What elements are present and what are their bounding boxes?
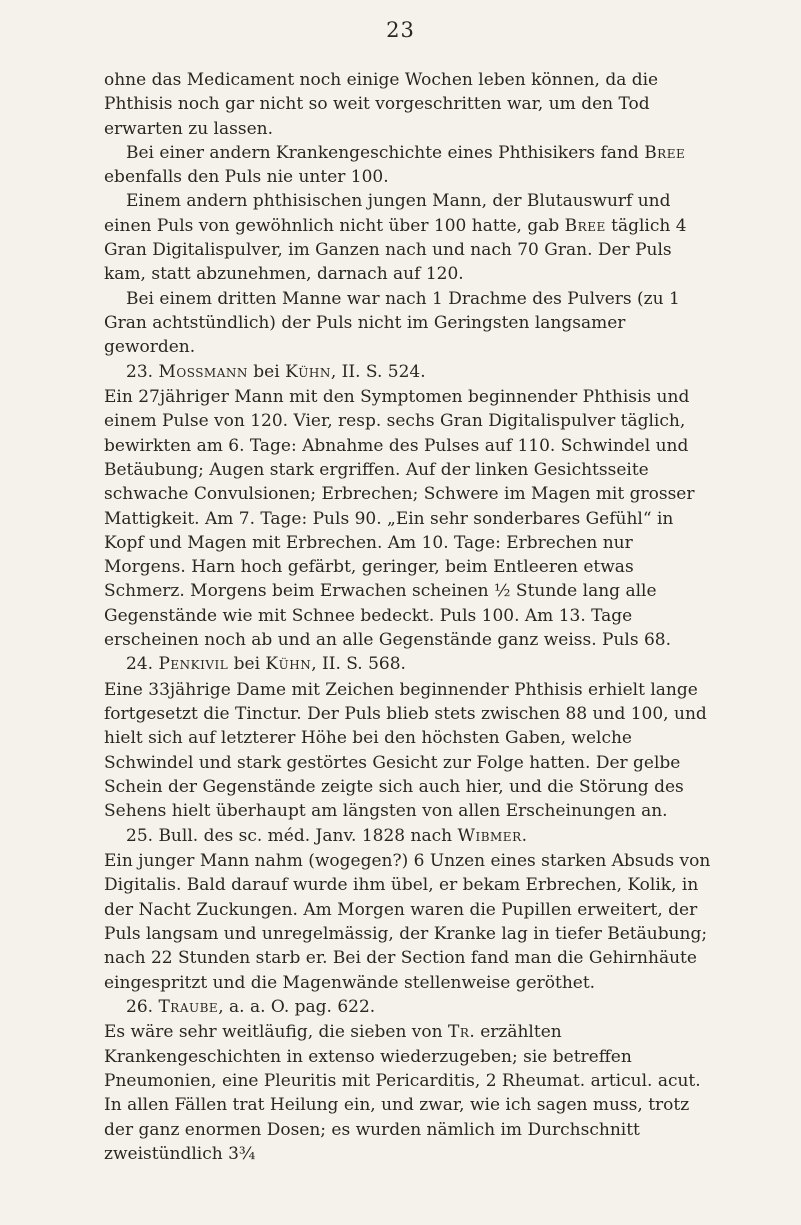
author-name: Wibmer <box>457 825 522 846</box>
paragraph: Eine 33jährige Dame mit Zeichen beginnender Phthisis erhielt lange fortgesetzt die Tinctur. Der Puls blieb stets zwischen 88 und 100, und hielt sich auf letzterer Höhe bei den höchsten Gaben, welche Schwindel und stark gestörtes Gesicht zur Folge hatten. Der gelbe Schein der Gegenstände zeigte sich auch hier, und die Störung des Sehens hielt überhaupt am längsten von allen Erscheinungen an. <box>104 679 707 822</box>
paragraph: Einem andern phthisischen jungen Mann, der Blutauswurf und einen Puls von gewöhnlich nicht über 100 hatte, gab Bree täglich 4 Gran Digitalispulver, im Ganzen nach und nach 70 Gran. Der Puls kam, statt abzunehmen, darnach auf 120. <box>104 191 687 285</box>
case-heading: 26. Traube, a. a. O. pag. 622. <box>126 996 376 1017</box>
page-number: 23 <box>386 18 415 42</box>
case-heading: 25. Bull. des sc. méd. Janv. 1828 nach Wibmer. <box>126 825 528 846</box>
paragraph: Es wäre sehr weitläufig, die sieben von Tr. erzählten Krankengeschichten in extenso wiederzugeben; sie betreffen Pneumonien, eine Pleuritis mit Pericarditis, 2 Rheumat. articul. acut. In allen Fällen trat Heilung ein, und zwar, wie ich sagen muss, trotz der ganz enormen Dosen; es wurden nämlich im Durchschnitt zweistündlich 3¾ <box>104 1022 701 1164</box>
paragraph: Ein 27jähriger Mann mit den Symptomen beginnender Phthisis und einem Pulse von 120. Vier, resp. sechs Gran Digitalispulver täglich, bewirkten am 6. Tage: Abnahme des Pulses auf 110. Schwindel und Betäubung; Augen stark ergriffen. Auf der linken Gesichtsseite schwache Convulsionen; Erbrechen; Schwere im Magen mit grosser Mattigkeit. Am 7. Tage: Puls 90. „Ein sehr sonderbares Gefühl“ in Kopf und Magen mit Erbrechen. Am 10. Tage: Erbrechen nur Morgens. Harn hoch gefärbt, geringer, beim Entleeren etwas Schmerz. Morgens beim Erwachen scheinen ½ Stunde lang alle Gegenstände wie mit Schnee bedeckt. Puls 100. Am 13. Tage erscheinen noch ab und an alle Gegenstände ganz weiss. Puls 68. <box>104 387 695 651</box>
author-name: Kühn <box>265 654 312 675</box>
author-name: Bree <box>644 142 686 163</box>
author-name: Traube <box>158 996 219 1017</box>
author-name: Kühn <box>285 361 331 382</box>
case-heading: 24. Penkivil bei Kühn, II. S. 568. <box>126 654 406 675</box>
author-name: Penkivil <box>158 654 229 675</box>
author-name: Mossmann <box>158 361 248 382</box>
case-heading: 23. Mossmann bei Kühn, II. S. 524. <box>126 361 426 382</box>
paragraph: Bei einer andern Krankengeschichte eines Phthisikers fand Bree ebenfalls den Puls nie unter 100. <box>104 142 686 188</box>
author-name: Tr <box>448 1022 470 1043</box>
paragraph: ohne das Medicament noch einige Wochen leben können, da die Phthisis noch gar nicht so weit vorgeschritten war, um den Tod erwarten zu lassen. <box>104 70 659 139</box>
paragraph: Bei einem dritten Manne war nach 1 Drachme des Pulvers (zu 1 Gran achtstündlich) der Puls nicht im Geringsten langsamer geworden. <box>104 288 680 358</box>
body-text <box>104 68 716 1166</box>
paragraph: Ein junger Mann nahm (wogegen?) 6 Unzen eines starken Absuds von Digitalis. Bald darauf wurde ihm übel, er bekam Erbrechen, Kolik, in der Nacht Zuckungen. Am Morgen waren die Pupillen erweitert, der Puls langsam und unregelmässig, der Kranke lag in tiefer Betäubung; nach 22 Stunden starb er. Bei der Section fand man die Gehirnhäute eingespritzt und die Magenwände stellenweise geröthet. <box>104 851 711 993</box>
author-name: Bree <box>564 215 606 236</box>
